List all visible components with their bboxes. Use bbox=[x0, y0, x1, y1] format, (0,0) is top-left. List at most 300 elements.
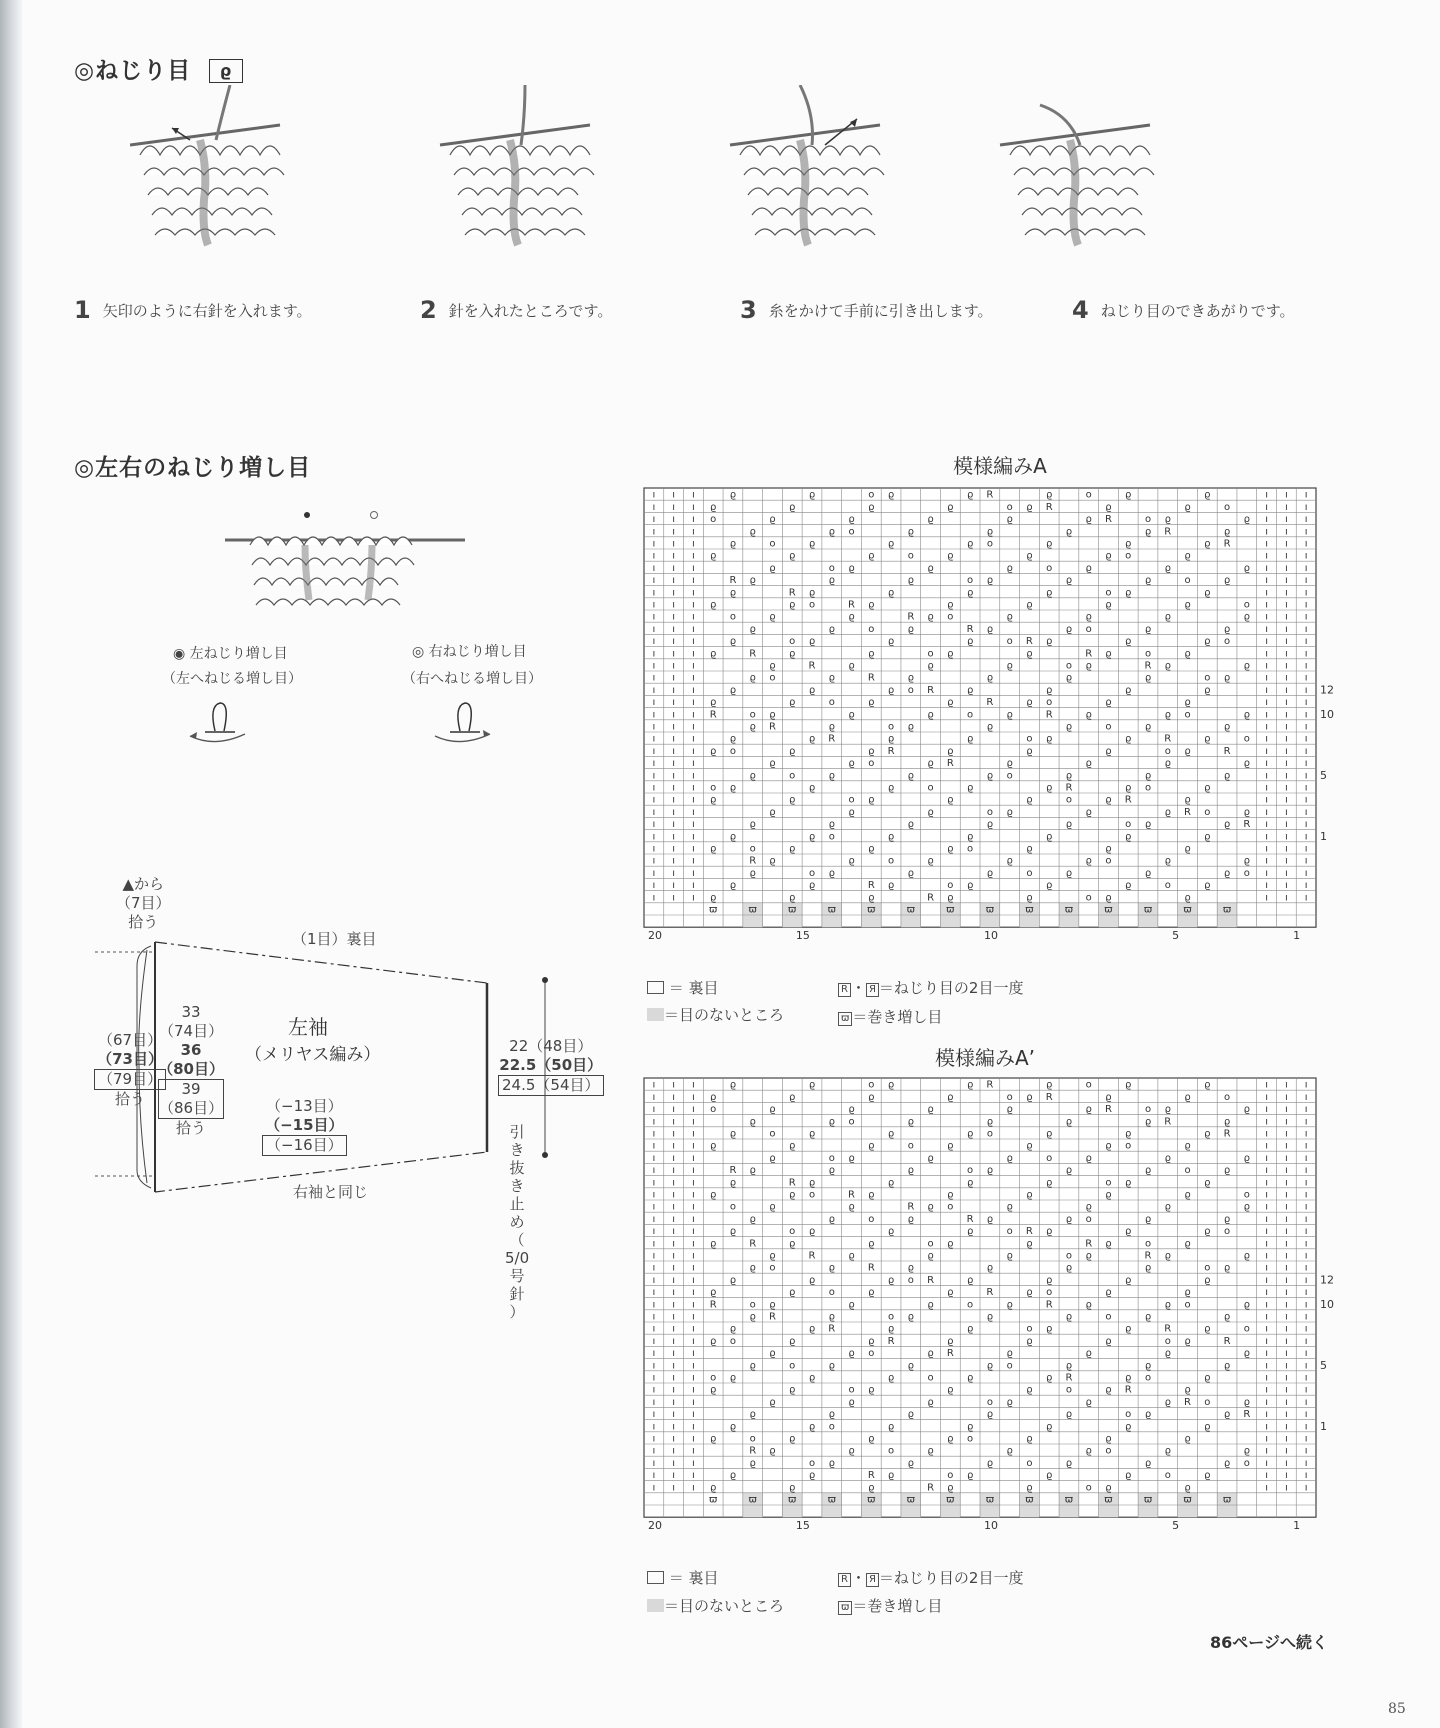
chart_a2-stitch-symbol: ı bbox=[672, 1482, 676, 1494]
legend-a-caston: ϖ ＝巻き増し目 bbox=[838, 1006, 942, 1027]
chart_a-stitch-symbol: ϱ bbox=[1045, 538, 1053, 550]
chart_a2-stitch-symbol: ı bbox=[1265, 1189, 1268, 1201]
chart_a2-stitch-symbol: ϱ bbox=[966, 1421, 974, 1433]
chart_a2-stitch-symbol: ı bbox=[692, 1470, 695, 1482]
chart_a2-stitch-symbol: ı bbox=[652, 1165, 656, 1177]
chart_a2-stitch-symbol: ı bbox=[672, 1104, 676, 1116]
chart_a-stitch-symbol: ı bbox=[1304, 575, 1308, 587]
chart_a-stitch-symbol: R bbox=[1045, 709, 1053, 721]
chart_a-stitch-symbol: ϱ bbox=[848, 514, 855, 526]
chart_a-stitch-symbol: ϱ bbox=[769, 611, 776, 623]
chart_a2-stitch-symbol: ϱ bbox=[789, 1433, 796, 1445]
chart_a-stitch-symbol: ϱ bbox=[1223, 526, 1231, 538]
chart_a-stitch-symbol: ο bbox=[1006, 770, 1013, 782]
chart_a-stitch-symbol: ο bbox=[927, 782, 934, 794]
chart_a2-stitch-symbol: ı bbox=[692, 1140, 695, 1152]
right-twist-increase-label: ◎ 右ねじり増し目 bbox=[412, 644, 527, 660]
chart_a-stitch-symbol: ο bbox=[1125, 550, 1132, 562]
chart_a-stitch-symbol: ϱ bbox=[1184, 648, 1191, 660]
chart_a-stitch-symbol: ϱ bbox=[789, 501, 796, 513]
step-1: 1 矢印のように右針を入れます。 bbox=[74, 296, 312, 324]
chart_a2-stitch-symbol: ı bbox=[1304, 1177, 1308, 1189]
chart_a-stitch-symbol: R bbox=[828, 733, 836, 745]
chart_a2-stitch-symbol: ϱ bbox=[1045, 1226, 1053, 1238]
chart_a2-stitch-symbol: R bbox=[788, 1177, 796, 1189]
chart_a-stitch-symbol: ı bbox=[652, 672, 656, 684]
chart_a-stitch-symbol: ı bbox=[1265, 745, 1268, 757]
chart_a2-stitch-symbol: ı bbox=[1265, 1323, 1268, 1335]
chart_a-stitch-symbol: ı bbox=[652, 880, 656, 892]
step1-illustration bbox=[130, 85, 284, 245]
chart_a-stitch-symbol: ϱ bbox=[927, 611, 934, 623]
chart_a-stitch-symbol: ı bbox=[652, 843, 656, 855]
chart_a-col-label: 5 bbox=[1172, 929, 1180, 943]
chart_a-stitch-symbol: ϱ bbox=[1184, 843, 1191, 855]
chart_a-stitch-symbol: ı bbox=[692, 892, 695, 904]
chart_a-stitch-symbol: ϱ bbox=[848, 758, 855, 770]
chart_a2-stitch-symbol: ϱ bbox=[848, 1396, 855, 1408]
chart_a2-stitch-symbol: ı bbox=[1265, 1384, 1268, 1396]
chart_a2-stitch-symbol: ϱ bbox=[729, 1177, 737, 1189]
chart_a2-stitch-symbol: ο bbox=[789, 1360, 796, 1372]
chart_a-stitch-symbol: ϱ bbox=[1184, 599, 1191, 611]
chart_a2-stitch-symbol: ο bbox=[749, 1433, 756, 1445]
chart_a2-stitch-symbol: ϱ bbox=[1026, 1433, 1033, 1445]
chart_a2-stitch-symbol: ϱ bbox=[947, 1384, 954, 1396]
chart_a-stitch-symbol: ϱ bbox=[1045, 733, 1053, 745]
chart_a-stitch-symbol: ο bbox=[769, 672, 776, 684]
chart_a-stitch-symbol: ı bbox=[1265, 880, 1268, 892]
chart_a2-stitch-symbol: ı bbox=[1304, 1457, 1308, 1469]
chart_a2-stitch-symbol: R bbox=[927, 1482, 935, 1494]
chart_a2-stitch-symbol: ο bbox=[828, 1421, 835, 1433]
chart_a2-stitch-symbol: ı bbox=[692, 1335, 695, 1347]
chart_a-stitch-symbol: ο bbox=[828, 831, 835, 843]
chart_a-stitch-symbol: ı bbox=[672, 599, 676, 611]
chart_a2-stitch-symbol: ı bbox=[1265, 1482, 1268, 1494]
chart_a2-stitch-symbol: ı bbox=[1265, 1348, 1268, 1360]
chart_a-stitch-symbol: ı bbox=[672, 501, 676, 513]
chart_a-stitch-symbol: R bbox=[1124, 794, 1132, 806]
chart_a-stitch-symbol: ϱ bbox=[1164, 611, 1171, 623]
chart_a-stitch-symbol: ϱ bbox=[887, 782, 895, 794]
chart_a2-stitch-symbol: ı bbox=[1304, 1348, 1308, 1360]
chart_a-stitch-symbol: ϱ bbox=[1105, 501, 1112, 513]
chart_a2-stitch-symbol: ı bbox=[672, 1091, 676, 1103]
chart_a-caston-symbol: ϖ bbox=[906, 904, 916, 916]
chart_a-stitch-symbol: ο bbox=[986, 538, 993, 550]
chart_a2-stitch-symbol: ı bbox=[672, 1384, 676, 1396]
chart_a-stitch-symbol: ο bbox=[1125, 819, 1132, 831]
chart_a2-stitch-symbol: ϱ bbox=[1105, 1384, 1112, 1396]
chart_a-stitch-symbol: ı bbox=[652, 855, 656, 867]
chart_a2-stitch-symbol: ϱ bbox=[848, 1152, 855, 1164]
chart_a2-stitch-symbol: ϱ bbox=[848, 1348, 855, 1360]
chart_a2-stitch-symbol: ο bbox=[749, 1299, 756, 1311]
chart_a2-stitch-symbol: ı bbox=[652, 1433, 656, 1445]
chart_a-stitch-symbol: ı bbox=[1304, 672, 1308, 684]
chart_a-stitch-symbol: ϱ bbox=[828, 623, 835, 635]
chart_a-stitch-symbol: ı bbox=[1265, 575, 1268, 587]
legend-a-twist: R ・ Я ＝ねじり目の2目一度 bbox=[838, 977, 1023, 998]
chart_a-stitch-symbol: ı bbox=[672, 806, 676, 818]
chart_a-stitch-symbol: ı bbox=[1265, 831, 1268, 843]
chart_a2-stitch-symbol: ı bbox=[652, 1079, 656, 1091]
chart_a-stitch-symbol: ı bbox=[1284, 611, 1288, 623]
chart_a-stitch-symbol: ı bbox=[692, 538, 695, 550]
chart_a2-stitch-symbol: ϱ bbox=[1006, 1104, 1013, 1116]
chart_a2-stitch-symbol: ϱ bbox=[1045, 1372, 1053, 1384]
chart_a2-stitch-symbol: ϱ bbox=[887, 1323, 895, 1335]
chart_a-stitch-symbol: ϱ bbox=[887, 684, 895, 696]
chart_a-stitch-symbol: ı bbox=[1265, 526, 1268, 538]
chart_a-stitch-symbol: ı bbox=[1265, 660, 1268, 672]
chart_a-stitch-symbol: ı bbox=[672, 733, 676, 745]
chart_a-stitch-symbol: ı bbox=[672, 831, 676, 843]
chart_a-stitch-symbol: ı bbox=[1265, 684, 1268, 696]
chart_a2-stitch-symbol: ϱ bbox=[1065, 1360, 1073, 1372]
chart_a-stitch-symbol: ο bbox=[947, 611, 954, 623]
chart_a-stitch-symbol: ο bbox=[848, 526, 855, 538]
chart_a2-stitch-symbol: ı bbox=[692, 1104, 695, 1116]
chart_a2-stitch-symbol: ı bbox=[1284, 1226, 1288, 1238]
chart_a2-stitch-symbol: ı bbox=[672, 1201, 676, 1213]
chart_a-stitch-symbol: ı bbox=[1304, 562, 1308, 574]
chart_a2-stitch-symbol: ϱ bbox=[887, 1470, 895, 1482]
chart_a-stitch-symbol: ı bbox=[672, 697, 676, 709]
chart_a2-stitch-symbol: ο bbox=[868, 1348, 875, 1360]
chart_a-stitch-symbol: ο bbox=[1184, 575, 1191, 587]
chart_a2-stitch-symbol: ϱ bbox=[729, 1421, 737, 1433]
chart_a-stitch-symbol: ϱ bbox=[986, 672, 994, 684]
chart_a-stitch-symbol: ı bbox=[692, 599, 695, 611]
chart_a2-stitch-symbol: R bbox=[1124, 1384, 1132, 1396]
chart_a-stitch-symbol: ı bbox=[692, 880, 695, 892]
book-spine-shadow bbox=[0, 0, 22, 1728]
chart_a-stitch-symbol: ı bbox=[1304, 660, 1308, 672]
chart_a-stitch-symbol: ı bbox=[1304, 538, 1308, 550]
chart_a2-stitch-symbol: ı bbox=[652, 1396, 656, 1408]
chart_a2-stitch-symbol: ı bbox=[1284, 1470, 1288, 1482]
chart_a-stitch-symbol: ı bbox=[1304, 892, 1308, 904]
chart_a2-stitch-symbol: ϱ bbox=[709, 1482, 717, 1494]
chart_a2-stitch-symbol: ϱ bbox=[966, 1372, 974, 1384]
chart_a2-stitch-symbol: ϱ bbox=[1125, 1421, 1132, 1433]
chart_a2-stitch-symbol: ϱ bbox=[1223, 1262, 1231, 1274]
chart_a2-stitch-symbol: ϱ bbox=[749, 1165, 756, 1177]
chart_a-stitch-symbol: ϱ bbox=[729, 733, 737, 745]
chart_a2-stitch-symbol: ϱ bbox=[1164, 1104, 1171, 1116]
chart_a2-stitch-symbol: ı bbox=[1265, 1372, 1268, 1384]
chart_a2-stitch-symbol: ο bbox=[927, 1238, 934, 1250]
chart_a2-stitch-symbol: ϱ bbox=[947, 1335, 954, 1347]
chart_a2-stitch-symbol: ϱ bbox=[907, 1116, 915, 1128]
chart_a-stitch-symbol: R bbox=[749, 855, 757, 867]
chart_a2-stitch-symbol: ϱ bbox=[789, 1238, 796, 1250]
chart_a-stitch-symbol: ϱ bbox=[828, 867, 835, 879]
left-pickup-dims: （67目） （73目） （79目） 拾う bbox=[94, 1031, 166, 1109]
chart_a2-stitch-symbol: ı bbox=[1304, 1128, 1308, 1140]
chart_a2-stitch-symbol: ϱ bbox=[709, 1287, 717, 1299]
chart_a2-stitch-symbol: ϱ bbox=[1105, 1287, 1112, 1299]
chart_a-stitch-symbol: ϱ bbox=[947, 697, 954, 709]
chart_a-stitch-symbol: ο bbox=[1085, 489, 1092, 501]
chart_a2-stitch-symbol: ϱ bbox=[887, 1177, 895, 1189]
chart_a2-stitch-symbol: ϱ bbox=[1164, 1348, 1171, 1360]
chart_a-stitch-symbol: ϱ bbox=[1105, 794, 1112, 806]
chart_a2-stitch-symbol: ı bbox=[1304, 1287, 1308, 1299]
chart_a-stitch-symbol: ı bbox=[1284, 867, 1288, 879]
chart_a2-stitch-symbol: ı bbox=[692, 1165, 695, 1177]
chart_a2-stitch-symbol: ı bbox=[1284, 1104, 1288, 1116]
chart_a2-stitch-symbol: ϱ bbox=[1006, 1201, 1013, 1213]
chart_a-stitch-symbol: ı bbox=[692, 697, 695, 709]
chart_a2-stitch-symbol: ϱ bbox=[986, 1165, 994, 1177]
chart_a2-stitch-symbol: ϱ bbox=[1223, 1311, 1231, 1323]
chart_a-stitch-symbol: ı bbox=[1265, 611, 1268, 623]
chart_a-stitch-symbol: R bbox=[966, 623, 974, 635]
sleeve-title: 左袖 bbox=[288, 1015, 328, 1039]
chart_a-stitch-symbol: ı bbox=[1304, 721, 1308, 733]
chart_a-stitch-symbol: ο bbox=[1243, 867, 1250, 879]
chart_a2-stitch-symbol: ı bbox=[1265, 1091, 1268, 1103]
chart_a2-stitch-symbol: ϱ bbox=[1204, 1128, 1211, 1140]
chart_a2-stitch-symbol: ı bbox=[652, 1128, 656, 1140]
chart_a-stitch-symbol: ı bbox=[1265, 489, 1268, 501]
chart_a2-stitch-symbol: ϱ bbox=[1125, 1323, 1132, 1335]
chart_a-stitch-symbol: ϱ bbox=[848, 611, 855, 623]
chart_a2-col-label: 5 bbox=[1172, 1519, 1180, 1533]
chart_a-stitch-symbol: ϱ bbox=[966, 538, 974, 550]
chart_a-stitch-symbol: ϱ bbox=[789, 843, 796, 855]
chart_a-stitch-symbol: R bbox=[1045, 501, 1053, 513]
chart_a-stitch-symbol: ı bbox=[672, 892, 676, 904]
chart_a-stitch-symbol: ο bbox=[769, 538, 776, 550]
inner-length-dims: 33 （74目） 36 （80目） 39 （86目） 拾う bbox=[158, 1003, 224, 1137]
chart_a-stitch-symbol: ϱ bbox=[868, 550, 875, 562]
chart_a-stitch-symbol: ı bbox=[692, 831, 695, 843]
chart_a2-stitch-symbol: ϱ bbox=[966, 1470, 974, 1482]
cast-on-icon: ϖ bbox=[838, 1012, 852, 1026]
chart_a2-stitch-symbol: ϱ bbox=[1045, 1128, 1053, 1140]
chart_a-stitch-symbol: ı bbox=[1284, 855, 1288, 867]
chart_a2-stitch-symbol: ı bbox=[1265, 1177, 1268, 1189]
chart_a2-stitch-symbol: ϱ bbox=[1184, 1287, 1191, 1299]
chart_a-stitch-symbol: ϱ bbox=[828, 819, 835, 831]
chart_a2-stitch-symbol: ı bbox=[672, 1226, 676, 1238]
chart_a2-stitch-symbol: ı bbox=[692, 1421, 695, 1433]
step2-illustration bbox=[440, 85, 594, 245]
chart_a2-stitch-symbol: ı bbox=[652, 1409, 656, 1421]
chart_a2-stitch-symbol: ϱ bbox=[966, 1323, 974, 1335]
chart_a-stitch-symbol: ϱ bbox=[1144, 672, 1152, 684]
chart_a2-stitch-symbol: ı bbox=[692, 1372, 695, 1384]
chart_a-stitch-symbol: ı bbox=[652, 599, 656, 611]
chart_a2-stitch-symbol: ϱ bbox=[1065, 1116, 1073, 1128]
chart_a2-stitch-symbol: ϱ bbox=[828, 1213, 835, 1225]
chart_a-stitch-symbol: ϱ bbox=[1105, 697, 1112, 709]
chart_a2-stitch-symbol: ı bbox=[672, 1445, 676, 1457]
chart_a2-stitch-symbol: ı bbox=[672, 1128, 676, 1140]
chart_a-stitch-symbol: ı bbox=[1304, 526, 1308, 538]
chart_a2-stitch-symbol: ı bbox=[1304, 1262, 1308, 1274]
chart_a2-col-label: 10 bbox=[984, 1519, 998, 1533]
chart_a2-stitch-symbol: ı bbox=[1284, 1348, 1288, 1360]
chart_a2-stitch-symbol: ϱ bbox=[769, 1299, 776, 1311]
chart_a-stitch-symbol: ı bbox=[1304, 709, 1308, 721]
chart_a2-stitch-symbol: ı bbox=[692, 1250, 695, 1262]
chart_a2-stitch-symbol: R bbox=[1184, 1396, 1192, 1408]
chart_a2-stitch-symbol: ı bbox=[1265, 1262, 1268, 1274]
chart_a2-stitch-symbol: ı bbox=[1284, 1116, 1288, 1128]
chart_a-stitch-symbol: ϱ bbox=[1223, 721, 1231, 733]
chart_a-stitch-symbol: ϱ bbox=[1243, 806, 1251, 818]
chart_a-stitch-symbol: ı bbox=[1265, 721, 1268, 733]
chart_a-stitch-symbol: ο bbox=[1144, 782, 1152, 794]
chart_a2-stitch-symbol: ϱ bbox=[1125, 1274, 1132, 1286]
chart_a-stitch-symbol: ı bbox=[1265, 697, 1268, 709]
chart_a-stitch-symbol: ı bbox=[652, 538, 656, 550]
chart_a2-stitch-symbol: ϱ bbox=[1164, 1250, 1171, 1262]
chart_a2-stitch-symbol: ο bbox=[1026, 1323, 1033, 1335]
chart_a-stitch-symbol: ϱ bbox=[1125, 587, 1132, 599]
twist-k2tog-right-icon: R bbox=[838, 1573, 851, 1587]
chart_a-stitch-symbol: ı bbox=[1265, 599, 1268, 611]
chart_a2-stitch-symbol: ϱ bbox=[709, 1335, 717, 1347]
chart_a2-stitch-symbol: ϱ bbox=[1125, 1128, 1132, 1140]
chart_a-stitch-symbol: ϱ bbox=[808, 538, 816, 550]
chart_a-stitch-symbol: ϱ bbox=[789, 697, 796, 709]
chart_a-caston-symbol: ϖ bbox=[1143, 904, 1153, 916]
left-twist-symbol-icon bbox=[185, 698, 255, 748]
chart_a-stitch-symbol: ϱ bbox=[947, 745, 954, 757]
chart_a-stitch-symbol: ο bbox=[729, 745, 737, 757]
chart_a2-stitch-symbol: ο bbox=[710, 1104, 717, 1116]
chart_a2-stitch-symbol: ı bbox=[692, 1079, 695, 1091]
chart_a-stitch-symbol: ϱ bbox=[769, 806, 776, 818]
twist-stitch-title-text: ◎ねじり目 bbox=[74, 58, 192, 84]
chart_a2-stitch-symbol: ϱ bbox=[868, 1433, 875, 1445]
chart_a-stitch-symbol: ϱ bbox=[749, 770, 756, 782]
chart_a-stitch-symbol: ϱ bbox=[769, 660, 776, 672]
chart_a2-caston-symbol: ϖ bbox=[708, 1494, 718, 1506]
chart_a-row-label: 10 bbox=[1320, 707, 1334, 721]
chart_a-stitch-symbol: ı bbox=[1304, 501, 1308, 513]
chart_a-stitch-symbol: ı bbox=[672, 672, 676, 684]
chart_a2-stitch-symbol: ο bbox=[1144, 1104, 1152, 1116]
chart_a2-stitch-symbol: ı bbox=[652, 1091, 656, 1103]
chart_a-stitch-symbol: ϱ bbox=[1184, 501, 1191, 513]
chart_a-stitch-symbol: ϱ bbox=[1144, 526, 1152, 538]
chart_a2-stitch-symbol: ϱ bbox=[927, 1348, 934, 1360]
chart_a-stitch-symbol: ı bbox=[652, 489, 656, 501]
chart_a2-stitch-symbol: ο bbox=[1184, 1165, 1191, 1177]
chart_a-stitch-symbol: ο bbox=[1006, 501, 1013, 513]
chart_a-stitch-symbol: ο bbox=[1164, 880, 1171, 892]
chart_a-stitch-symbol: ϱ bbox=[907, 672, 915, 684]
chart_a2-col-label: 1 bbox=[1293, 1519, 1301, 1533]
chart_a2-stitch-symbol: ı bbox=[672, 1335, 676, 1347]
chart_a-stitch-symbol: ο bbox=[868, 489, 875, 501]
chart_a-stitch-symbol: ϱ bbox=[1204, 587, 1211, 599]
chart_a2-stitch-symbol: ı bbox=[692, 1311, 695, 1323]
chart_a2-stitch-symbol: ϱ bbox=[1045, 1274, 1053, 1286]
chart_a2-stitch-symbol: ı bbox=[1284, 1457, 1288, 1469]
chart_a-stitch-symbol: ϱ bbox=[1026, 501, 1033, 513]
chart_a-stitch-symbol: ο bbox=[749, 709, 756, 721]
chart_a2-stitch-symbol: ϱ bbox=[1105, 1189, 1112, 1201]
chart_a2-stitch-symbol: ϱ bbox=[887, 1128, 895, 1140]
chart_a-stitch-symbol: ı bbox=[692, 501, 695, 513]
chart_a2-stitch-symbol: ο bbox=[887, 1445, 895, 1457]
chart_a-stitch-symbol: ı bbox=[1304, 782, 1308, 794]
chart_a-stitch-symbol: ı bbox=[672, 611, 676, 623]
chart_a2-stitch-symbol: ϱ bbox=[907, 1262, 915, 1274]
chart_a2-stitch-symbol: ı bbox=[692, 1323, 695, 1335]
chart_a2-stitch-symbol: ı bbox=[652, 1238, 656, 1250]
chart_a-stitch-symbol: ı bbox=[1265, 562, 1268, 574]
chart_a2-stitch-symbol: ı bbox=[672, 1299, 676, 1311]
chart_a2-stitch-symbol: ı bbox=[1304, 1433, 1308, 1445]
chart_a2-stitch-symbol: ı bbox=[692, 1287, 695, 1299]
chart_a2-stitch-symbol: ϱ bbox=[947, 1482, 954, 1494]
chart_a-stitch-symbol: ı bbox=[692, 794, 695, 806]
chart_a2-stitch-symbol: R bbox=[907, 1201, 915, 1213]
chart_a2-stitch-symbol: ϱ bbox=[1105, 1335, 1112, 1347]
chart_a2-stitch-symbol: ı bbox=[1304, 1116, 1308, 1128]
chart_a-stitch-symbol: ο bbox=[1204, 806, 1211, 818]
chart_a-stitch-symbol: ϱ bbox=[1223, 819, 1231, 831]
chart_a2-stitch-symbol: ο bbox=[1223, 1226, 1231, 1238]
chart_a-stitch-symbol: ϱ bbox=[789, 794, 796, 806]
chart_a2-stitch-symbol: ı bbox=[652, 1299, 656, 1311]
chart_a2-stitch-symbol: ϱ bbox=[1204, 1470, 1211, 1482]
chart_a2-stitch-symbol: ϱ bbox=[1045, 1470, 1053, 1482]
chart_a-stitch-symbol: ı bbox=[692, 855, 695, 867]
chart_a-stitch-symbol: ϱ bbox=[1085, 758, 1092, 770]
chart_a2-stitch-symbol: ı bbox=[692, 1396, 695, 1408]
chart_a2-stitch-symbol: ϱ bbox=[1085, 1250, 1092, 1262]
chart_a2-stitch-symbol: ı bbox=[1284, 1152, 1288, 1164]
chart_a-stitch-symbol: R bbox=[867, 672, 875, 684]
chart_a-stitch-symbol: ϱ bbox=[1085, 514, 1092, 526]
chart_a2-stitch-symbol: ϱ bbox=[749, 1116, 756, 1128]
chart_a2-stitch-symbol: ı bbox=[1284, 1372, 1288, 1384]
chart_a2-stitch-symbol: ϱ bbox=[1125, 1470, 1132, 1482]
chart_a-stitch-symbol: ϱ bbox=[1045, 684, 1053, 696]
chart_a-stitch-symbol: ϱ bbox=[1026, 550, 1033, 562]
chart_a-stitch-symbol: ϱ bbox=[1105, 648, 1112, 660]
chart_a-stitch-symbol: ϱ bbox=[1045, 587, 1053, 599]
chart_a2-stitch-symbol: ı bbox=[652, 1360, 656, 1372]
chart_a2-stitch-symbol: ο bbox=[710, 1372, 717, 1384]
chart_a-caston-symbol: ϖ bbox=[946, 904, 955, 916]
chart_a-stitch-symbol: ϱ bbox=[729, 782, 737, 794]
chart_a2-stitch-symbol: ϱ bbox=[729, 1323, 737, 1335]
chart_a2-stitch-symbol: ı bbox=[672, 1323, 676, 1335]
chart_a2-stitch-symbol: ο bbox=[986, 1396, 993, 1408]
chart_a2-stitch-symbol: ϱ bbox=[1184, 1189, 1191, 1201]
chart_a-stitch-symbol: ı bbox=[692, 721, 695, 733]
chart_a2-stitch-symbol: ı bbox=[1265, 1396, 1268, 1408]
chart_a2-stitch-symbol: ı bbox=[672, 1140, 676, 1152]
chart_a2-stitch-symbol: ı bbox=[692, 1152, 695, 1164]
chart_a-stitch-symbol: ı bbox=[1304, 758, 1308, 770]
chart_a2-caston-symbol: ϖ bbox=[867, 1494, 876, 1506]
chart_a-stitch-symbol: ı bbox=[692, 648, 695, 660]
chart_a2-stitch-symbol: ı bbox=[652, 1250, 656, 1262]
page-number: 85 bbox=[1388, 1701, 1406, 1717]
